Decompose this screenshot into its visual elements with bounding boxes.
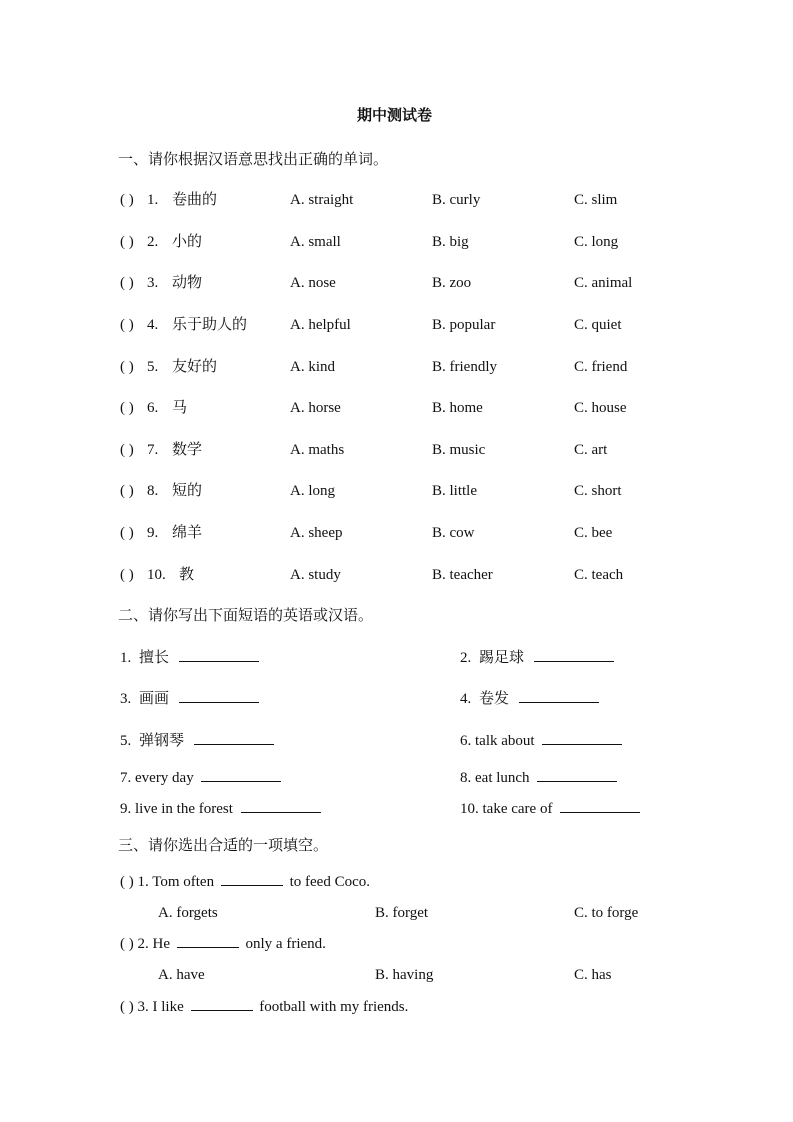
phrase-number: 8. <box>460 770 472 786</box>
phrase-item <box>460 771 617 786</box>
answer-blank[interactable] <box>542 743 622 745</box>
question-number: 4. <box>147 317 159 333</box>
option-c: C. house <box>574 400 627 416</box>
phrase-text: 擅长 <box>139 648 170 666</box>
option-c: C. friend <box>574 359 628 375</box>
option-a: A. small <box>290 234 341 250</box>
answer-blank[interactable] <box>519 701 599 703</box>
phrase-item <box>120 650 259 666</box>
phrase-item <box>120 802 321 817</box>
phrase-item <box>460 650 614 666</box>
option-c: C. has <box>574 967 612 983</box>
answer-blank[interactable] <box>194 743 274 745</box>
answer-blank[interactable] <box>534 660 614 662</box>
phrase-text: talk about <box>475 733 535 749</box>
answer-paren[interactable]: ( ) <box>120 317 134 333</box>
option-a: A. helpful <box>290 317 351 333</box>
question-chinese: 数学 <box>172 440 203 458</box>
question-text-after: football with my friends. <box>259 999 409 1015</box>
fill-question <box>120 875 370 890</box>
answer-paren[interactable]: ( ) <box>120 359 134 375</box>
answer-paren[interactable]: ( ) <box>120 567 134 583</box>
phrase-number: 2. <box>460 650 472 666</box>
option-a: A. straight <box>290 192 354 208</box>
option-a: A. maths <box>290 442 345 458</box>
option-a: A. have <box>158 967 205 983</box>
option-c: C. to forge <box>574 905 639 921</box>
option-b: B. forget <box>375 905 429 921</box>
phrase-item <box>120 771 281 786</box>
question-number: 5. <box>147 359 159 375</box>
fill-blank <box>221 884 283 886</box>
phrase-item <box>120 733 274 749</box>
phrase-item <box>460 691 599 707</box>
phrase-number: 3. <box>120 691 132 707</box>
question-number: 8. <box>147 483 159 499</box>
question-chinese: 短的 <box>172 481 203 499</box>
question-chinese: 卷曲的 <box>172 190 218 208</box>
question-chinese: 动物 <box>172 273 203 291</box>
phrase-text: 卷发 <box>479 689 510 707</box>
fill-question <box>120 1000 408 1015</box>
phrase-number: 4. <box>460 691 472 707</box>
phrase-text: eat lunch <box>475 770 530 786</box>
question-number: 2. <box>147 234 159 250</box>
phrase-number: 7. <box>120 770 132 786</box>
option-b: B. music <box>432 442 486 458</box>
option-a: A. horse <box>290 400 341 416</box>
option-a: A. kind <box>290 359 335 375</box>
question-number: 1. <box>137 874 149 890</box>
answer-paren[interactable]: ( ) <box>120 936 134 952</box>
option-b: B. curly <box>432 192 481 208</box>
section-2-heading: 二、请你写出下面短语的英语或汉语。 <box>118 606 374 624</box>
fill-blank <box>177 946 239 948</box>
page-title: 期中测试卷 <box>357 106 433 124</box>
option-c: C. short <box>574 483 622 499</box>
option-c: C. art <box>574 442 608 458</box>
question-number: 6. <box>147 400 159 416</box>
phrase-text: 画画 <box>139 689 170 707</box>
answer-paren[interactable]: ( ) <box>120 874 134 890</box>
question-chinese: 乐于助人的 <box>172 315 248 333</box>
question-chinese: 教 <box>179 565 195 583</box>
answer-paren[interactable]: ( ) <box>120 483 134 499</box>
answer-blank[interactable] <box>560 811 640 813</box>
section-1-heading: 一、请你根据汉语意思找出正确的单词。 <box>118 150 389 168</box>
answer-blank[interactable] <box>179 701 259 703</box>
option-a: A. forgets <box>158 905 218 921</box>
option-b: B. cow <box>432 525 475 541</box>
phrase-item <box>120 691 259 707</box>
question-number: 9. <box>147 525 159 541</box>
phrase-text: every day <box>135 770 194 786</box>
question-number: 7. <box>147 442 159 458</box>
question-chinese: 绵羊 <box>172 523 203 541</box>
option-c: C. quiet <box>574 317 622 333</box>
question-chinese: 马 <box>172 398 188 416</box>
phrase-number: 1. <box>120 650 132 666</box>
answer-paren[interactable]: ( ) <box>120 400 134 416</box>
phrase-number: 10. <box>460 801 479 817</box>
answer-paren[interactable]: ( ) <box>120 275 134 291</box>
option-c: C. animal <box>574 275 633 291</box>
phrase-text: take care of <box>482 801 553 817</box>
section-3-heading: 三、请你选出合适的一项填空。 <box>118 836 329 854</box>
question-text-before: Tom often <box>152 874 215 890</box>
option-b: B. big <box>432 234 469 250</box>
option-c: C. teach <box>574 567 624 583</box>
question-number: 2. <box>137 936 149 952</box>
answer-blank[interactable] <box>179 660 259 662</box>
question-text-after: only a friend. <box>245 936 326 952</box>
option-c: C. bee <box>574 525 613 541</box>
answer-paren[interactable]: ( ) <box>120 192 134 208</box>
phrase-item <box>460 734 622 749</box>
phrase-number: 9. <box>120 801 132 817</box>
question-number: 3. <box>137 999 149 1015</box>
answer-blank[interactable] <box>201 780 281 782</box>
question-text-before: He <box>152 936 170 952</box>
option-b: B. popular <box>432 317 496 333</box>
fill-question <box>120 937 326 952</box>
option-b: B. little <box>432 483 477 499</box>
phrase-item <box>460 802 640 817</box>
question-text-before: I like <box>152 999 184 1015</box>
option-b: B. friendly <box>432 359 497 375</box>
answer-blank[interactable] <box>241 811 321 813</box>
question-chinese: 友好的 <box>172 357 218 375</box>
answer-paren[interactable]: ( ) <box>120 442 134 458</box>
phrase-text: live in the forest <box>135 801 233 817</box>
phrase-number: 6. <box>460 733 472 749</box>
option-b: B. zoo <box>432 275 472 291</box>
option-a: A. sheep <box>290 525 343 541</box>
question-number: 1. <box>147 192 159 208</box>
option-a: A. long <box>290 483 335 499</box>
answer-paren[interactable]: ( ) <box>120 999 134 1015</box>
option-c: C. long <box>574 234 619 250</box>
phrase-text: 弹钢琴 <box>139 731 185 749</box>
option-b: B. home <box>432 400 483 416</box>
answer-paren[interactable]: ( ) <box>120 525 134 541</box>
fill-blank <box>191 1009 253 1011</box>
answer-blank[interactable] <box>537 780 617 782</box>
question-chinese: 小的 <box>172 232 203 250</box>
answer-paren[interactable]: ( ) <box>120 234 134 250</box>
question-number: 10. <box>147 567 166 583</box>
question-number: 3. <box>147 275 159 291</box>
option-a: A. study <box>290 567 341 583</box>
option-b: B. having <box>375 967 434 983</box>
phrase-text: 踢足球 <box>479 648 525 666</box>
option-b: B. teacher <box>432 567 493 583</box>
phrase-number: 5. <box>120 733 132 749</box>
option-a: A. nose <box>290 275 336 291</box>
question-text-after: to feed Coco. <box>289 874 370 890</box>
option-c: C. slim <box>574 192 618 208</box>
